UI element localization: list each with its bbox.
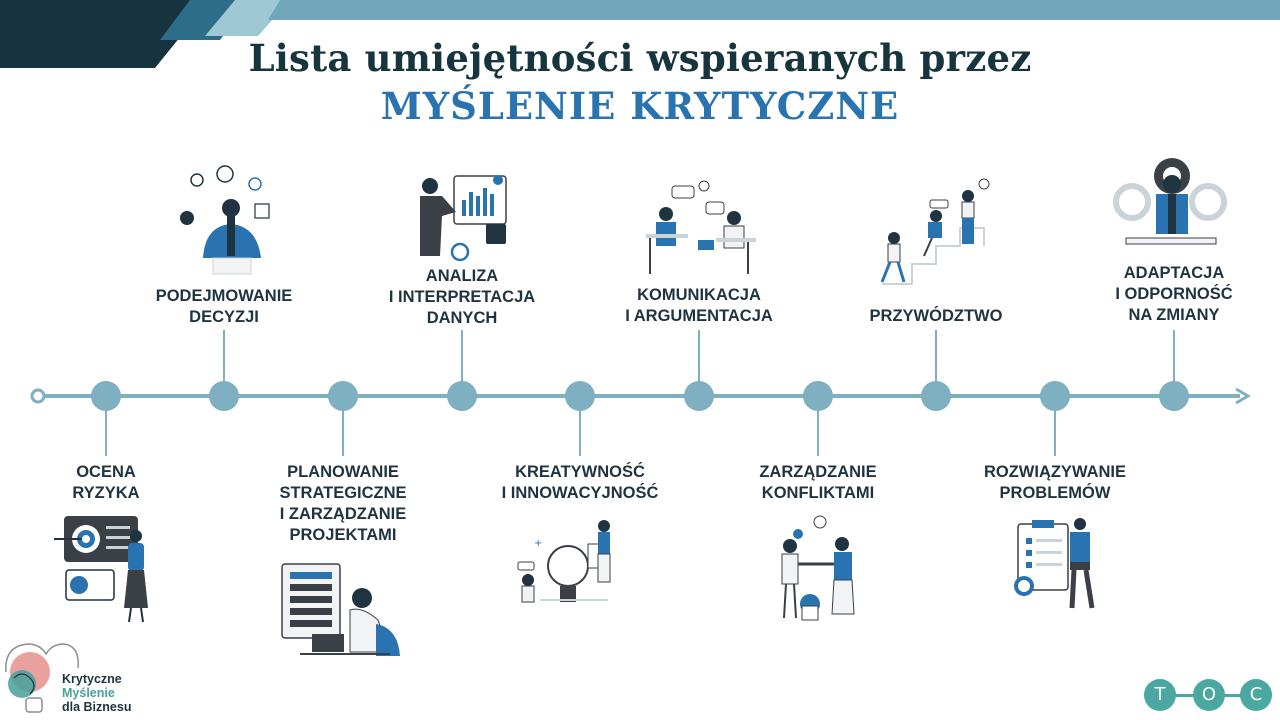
decision-woman-illustration <box>175 160 275 278</box>
skill-label-konflikty: ZARZĄDZANIE KONFLIKTAMI <box>759 463 877 502</box>
skill-label-decyzje: PODEJMOWANIE DECYZJI <box>155 287 293 326</box>
skill-label-rozwiazywanie: ROZWIĄZYWANIE PROBLEMÓW <box>983 463 1127 502</box>
page-title: Lista umiejętności wspieranych przez <box>248 36 1032 80</box>
timeline-node <box>328 381 358 411</box>
leadership-stairs-illustration <box>872 176 1000 288</box>
toc-button-c[interactable]: C <box>1240 679 1272 711</box>
creativity-illustration <box>508 516 626 624</box>
conflict-handshake-illustration <box>770 514 870 622</box>
planning-illustration <box>280 560 404 660</box>
timeline-node <box>803 381 833 411</box>
timeline-node <box>447 381 477 411</box>
timeline-node <box>1040 381 1070 411</box>
svg-text:+: + <box>534 538 543 549</box>
analysis-illustration <box>412 172 512 262</box>
skill-label-kreatywnosc: KREATYWNOŚĆ I INNOWACYJNOŚĆ <box>501 463 659 502</box>
skill-label-ocena-ryzyka: OCENA RYZYKA <box>72 463 140 502</box>
skill-label-planowanie: PLANOWANIE STRATEGICZNE I ZARZĄDZANIE PROJEKTAMI <box>279 463 407 544</box>
skill-label-adaptacja: ADAPTACJA I ODPORNOŚĆ NA ZMIANY <box>1115 264 1233 324</box>
risk-target-illustration <box>52 512 162 624</box>
timeline-node <box>1159 381 1189 411</box>
toc-button-t[interactable]: T <box>1144 679 1176 711</box>
timeline-arrow-head <box>1236 389 1248 403</box>
skill-label-komunikacja: KOMUNIKACJA I ARGUMENTACJA <box>625 286 773 325</box>
timeline-node <box>209 381 239 411</box>
adaptation-gears-illustration <box>1112 154 1228 254</box>
brand-logo-text: Krytyczne Myślenie dla Biznesu <box>62 672 132 714</box>
skill-label-analiza: ANALIZA I INTERPRETACJA DANYCH <box>388 267 536 327</box>
timeline-node <box>684 381 714 411</box>
skill-label-przywodztwo: PRZYWÓDZTWO <box>869 307 1003 325</box>
timeline-node <box>91 381 121 411</box>
timeline-node <box>565 381 595 411</box>
toc-button-o[interactable]: O <box>1193 679 1225 711</box>
timeline-node <box>921 381 951 411</box>
timeline-start-marker <box>32 390 44 402</box>
page-subtitle: MYŚLENIE KRYTYCZNE <box>380 84 900 128</box>
communication-illustration <box>638 178 760 276</box>
problem-solving-illustration <box>1008 516 1108 616</box>
